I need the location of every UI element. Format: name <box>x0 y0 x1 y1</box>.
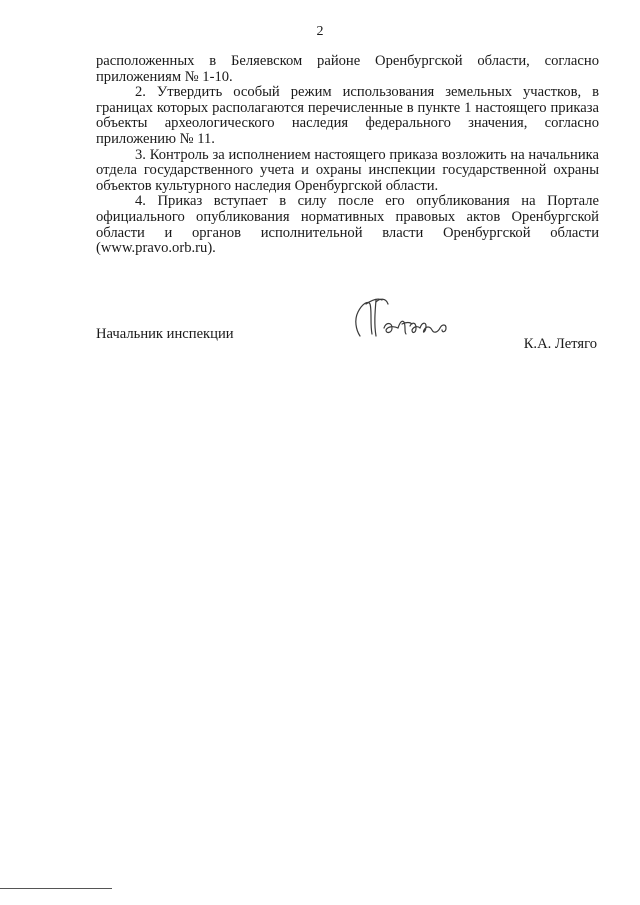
signatory-role: Начальник инспекции <box>96 326 234 342</box>
footer-rule <box>0 888 112 889</box>
paragraph-continuation: расположенных в Беляевском районе Оренбургской области, согласно приложениям № 1-10. <box>96 53 599 85</box>
signatory-name: К.А. Летяго <box>523 336 597 352</box>
page-number: 2 <box>316 24 324 39</box>
handwritten-signature <box>346 290 456 348</box>
paragraph-item-3: 3. Контроль за исполнением настоящего приказа возложить на начальника отдела государственного учета и охраны инспекции государственной охраны объектов культурного наследия Оренбургской области. <box>96 146 599 194</box>
paragraph-item-2: 2. Утвердить особый режим использования земельных участков, в границах которых располагаются перечисленные в пункте 1 настоящего приказа объекты археологического наследия федерального значения, согласно приложению № 11. <box>96 84 599 147</box>
signature-block <box>96 290 599 360</box>
document-body <box>96 54 599 257</box>
paragraph-item-4: 4. Приказ вступает в силу после его опубликования на Портале официального опубликования нормативных правовых актов Оренбургской области и органов исполнительной власти Оренбургской области (www.pravo.orb.ru). <box>96 193 599 257</box>
